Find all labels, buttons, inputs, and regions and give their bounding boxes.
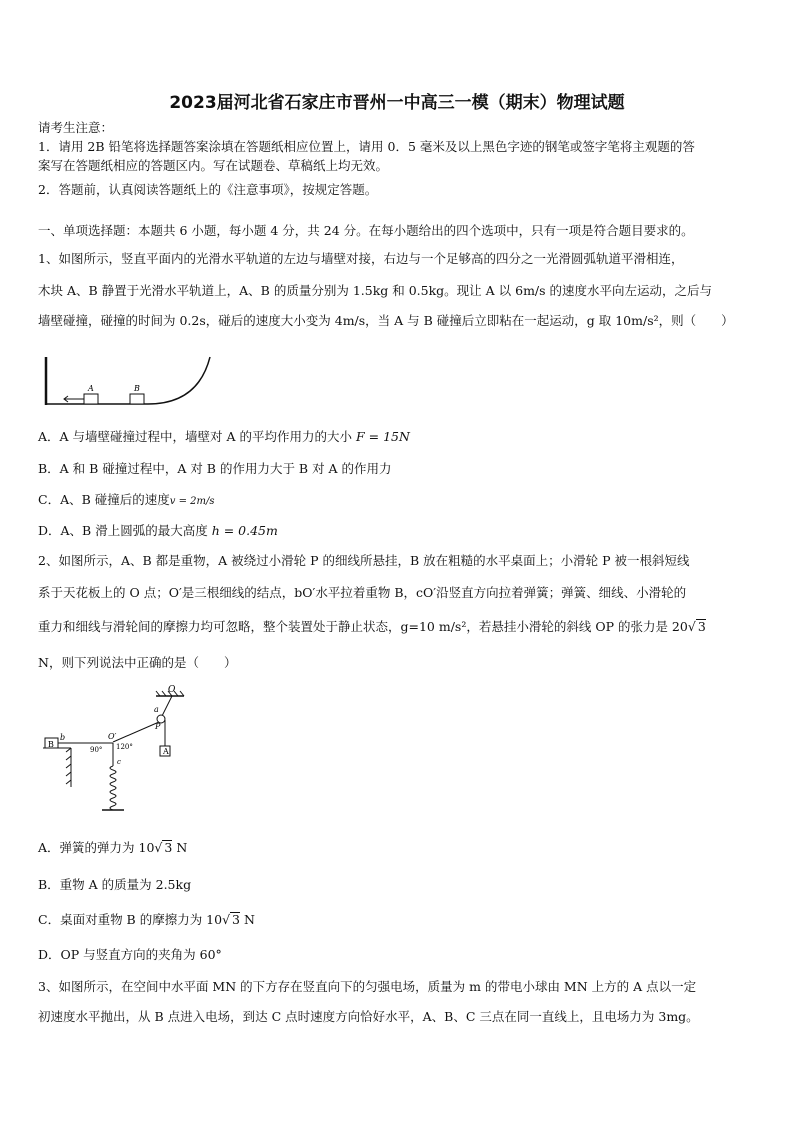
page-title: 2023届河北省石家庄市晋州一中高三一模（期末）物理试题	[169, 93, 625, 113]
q1-block-b	[130, 394, 144, 404]
q1-line-2: 木块 A、B 静置于光滑水平轨道上，A、B 的质量分别为 1.5kg 和 0.5kg。现让 A 以 6m/s 的速度水平向左运动，之后与	[38, 283, 713, 298]
q1-track-figure	[38, 345, 218, 410]
q2-line-2: 系于天花板上的 O 点；O′是三根细线的结点，bO′水平拉着重物 B，cO′沿竖直方向拉着弹簧；弹簧、细线、小滑轮的	[38, 585, 687, 600]
q1-arc	[148, 357, 210, 404]
q2-label-b-line: b	[60, 733, 66, 742]
notice-item-2: 2．答题前，认真阅读答题纸上的《注意事项》，按规定答题。	[38, 182, 378, 197]
q2-pulley-figure	[38, 682, 198, 822]
q2-angle-90: 90°	[90, 746, 103, 754]
q1-line-3: 墙壁碰撞，碰撞的时间为 0.2s，碰后的速度大小变为 4m/s，当 A 与 B 碰撞后立即粘在一起运动，g 取 10m/s²，则（ ）	[38, 313, 734, 328]
q2-line-1: 2、如图所示，A、B 都是重物，A 被绕过小滑轮 P 的细线所悬挂，B 放在粗糙的水平桌面上；小滑轮 P 被一根斜短线	[38, 553, 690, 568]
q1-option-d[interactable]: D．A、B 滑上圆弧的最大高度 h = 0.45m	[38, 523, 278, 538]
q1-option-b[interactable]: B．A 和 B 碰撞过程中，A 对 B 的作用力大于 B 对 A 的作用力	[38, 461, 392, 476]
q2-line-4: N，则下列说法中正确的是（ ）	[38, 655, 237, 670]
notice-item-1-line-1: 1．请用 2B 铅笔将选择题答案涂填在答题纸相应位置上，请用 0．5 毫米及以上黑色字迹的钢笔或签字笔将主观题的答	[38, 139, 695, 154]
q2-line-op	[162, 696, 172, 716]
notice-item-1-line-2: 案写在答题纸相应的答题区内。写在试题卷、草稿纸上均无效。	[38, 158, 389, 173]
q2-label-b-block: B	[48, 740, 54, 749]
q2-line-3: 重力和细线与滑轮间的摩擦力均可忽略，整个装置处于静止状态，g=10 m/s²，若悬挂小滑轮的斜线 OP 的张力是 20√ 3	[38, 619, 706, 634]
q1-block-a	[84, 394, 98, 404]
q2-label-o-prime: O′	[108, 732, 117, 741]
q1-label-b: B	[134, 384, 140, 393]
q2-label-p: P	[155, 722, 161, 731]
q2-angle-120: 120°	[116, 743, 133, 751]
q2-label-c: c	[117, 758, 121, 766]
q2-spring	[110, 766, 116, 810]
q3-line-2: 初速度水平抛出，从 B 点进入电场，到达 C 点时速度方向恰好水平，A、B、C 三点在同一直线上，且电场力为 3mg。	[38, 1009, 699, 1024]
section-heading: 一、单项选择题：本题共 6 小题，每小题 4 分，共 24 分。在每小题给出的四个选项中，只有一项是符合题目要求的。	[38, 223, 694, 238]
notice-heading: 请考生注意：	[38, 120, 114, 135]
q2-option-a[interactable]: A．弹簧的弹力为 10√ 3 N	[38, 840, 188, 855]
q1-label-a: A	[88, 384, 94, 393]
q2-label-a-block: A	[163, 747, 169, 756]
q2-option-c[interactable]: C．桌面对重物 B 的摩擦力为 10√ 3 N	[38, 912, 255, 927]
q2-line-a-left	[113, 722, 159, 742]
q2-label-o: O	[168, 685, 176, 695]
q1-option-a[interactable]: A．A 与墙壁碰撞过程中，墙壁对 A 的平均作用力的大小 F = 15N	[38, 429, 410, 444]
q2-option-d[interactable]: D．OP 与竖直方向的夹角为 60°	[38, 947, 222, 962]
q1-line-1: 1、如图所示，竖直平面内的光滑水平轨道的左边与墙壁对接，右边与一个足够高的四分之一光滑圆弧轨道平滑相连，	[38, 251, 684, 266]
q2-option-b[interactable]: B．重物 A 的质量为 2.5kg	[38, 877, 192, 892]
q3-line-1: 3、如图所示，在空间中水平面 MN 的下方存在竖直向下的匀强电场，质量为 m 的带电小球由 MN 上方的 A 点以一定	[38, 979, 697, 994]
q1-option-c[interactable]: C．A、B 碰撞后的速度v = 2m/s	[38, 492, 215, 507]
q2-label-a-line: a	[154, 705, 159, 714]
